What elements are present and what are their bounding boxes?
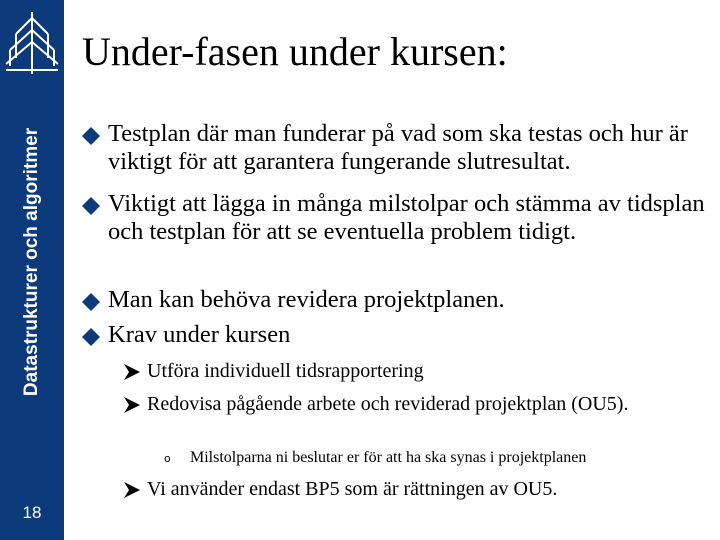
- tree-logo-icon: [2, 8, 62, 78]
- sub-bullet-item: Vi använder endast BP5 som är rättningen av OU5.: [147, 478, 558, 500]
- bullet-item: Testplan där man funderar på vad som ska testas och hur är viktigt för att garantera fungerande slutresultat.: [108, 120, 688, 175]
- slide-title: Under-fasen under kursen:: [82, 29, 508, 74]
- arrow-bullet-icon: [124, 364, 140, 380]
- arrow-bullet-icon: [124, 482, 140, 498]
- vertical-course-title: Datastrukturer och algoritmer: [21, 127, 42, 397]
- sub-bullet-item: Redovisa pågående arbete och reviderad projektplan (OU5).: [147, 393, 629, 415]
- diamond-bullet-icon: [82, 293, 100, 311]
- arrow-bullet-icon: [124, 397, 140, 413]
- bullet-item: Man kan behöva revidera projektplanen.: [108, 286, 505, 313]
- sub-bullet-item: Utföra individuell tidsrapportering: [147, 360, 424, 382]
- bullet-item: Viktigt att lägga in många milstolpar och stämma av tidsplan och testplan för att se eventuella problem tidigt.: [108, 190, 705, 245]
- bullet-item: Krav under kursen: [108, 321, 291, 348]
- circle-bullet-marker: o: [164, 452, 171, 465]
- diamond-bullet-icon: [82, 197, 100, 215]
- diamond-bullet-icon: [82, 328, 100, 346]
- sub-sub-bullet-item: Milstolparna ni beslutar er för att ha ska synas i projektplanen: [190, 449, 587, 466]
- diamond-bullet-icon: [82, 127, 100, 145]
- page-number: 18: [22, 503, 42, 522]
